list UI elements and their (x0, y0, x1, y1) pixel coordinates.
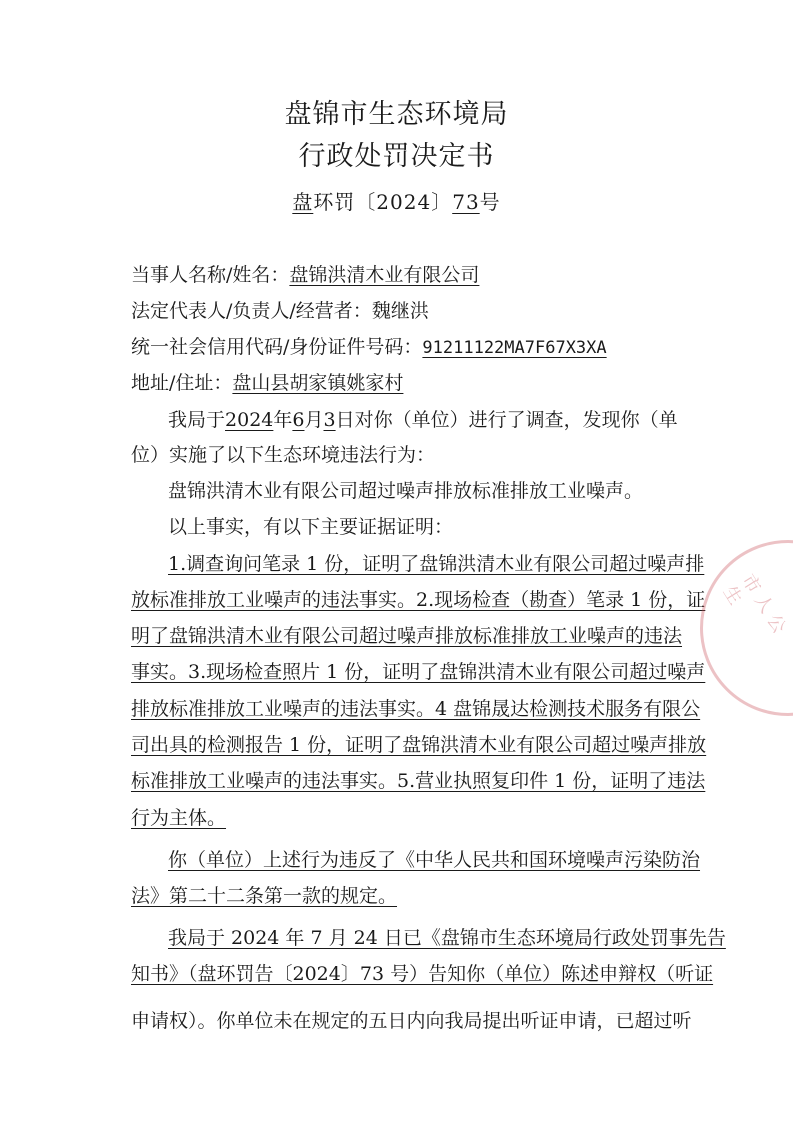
doc-number-prefix: 盘 (292, 190, 314, 214)
p1-text-b: 年 (273, 409, 293, 431)
p1-text-c: 月 (304, 409, 324, 431)
credit-code-label: 统一社会信用代码/身份证件号码： (131, 336, 423, 358)
evidence-line: 标准排放工业噪声的违法事实。5.营业执照复印件 1 份，证明了违法 (131, 770, 706, 792)
evidence-line: 行为主体。 (131, 807, 227, 829)
evidence-line: 排放标准排放工业噪声的违法事实。4 盘锦晟达检测技术服务有限公 (131, 698, 701, 720)
law-violation-line2: 法》第二十二条第一款的规定。 (131, 885, 398, 907)
notice-line1-text: 我局于 2024 年 7 月 24 日已《盘锦市生态环境局行政处罚事先告 (168, 927, 726, 949)
notice-line2-text: 知书》（盘环罚告〔2024〕73 号）告知你（单位）陈述申辩权（听证 (131, 963, 714, 985)
address-line (131, 370, 403, 396)
doc-number-mid: 环罚〔2024〕 (313, 190, 453, 214)
credit-code-value: 91211122MA7F67X3XA (422, 338, 607, 358)
evidence-line: 明了盘锦洪清木业有限公司超过噪声排放标准排放工业噪声的违法 (131, 625, 683, 647)
evidence-line: 事实。3.现场检查照片 1 份，证明了盘锦洪清木业有限公司超过噪声 (131, 661, 706, 683)
investigation-paragraph-line1 (168, 407, 678, 433)
p1-text-a: 我局于 (168, 409, 226, 431)
address-value: 盘山县胡家镇姚家村 (232, 372, 404, 394)
official-seal-text: 市 人 公 生 (718, 570, 790, 638)
document-type-title: 行政处罚决定书 (298, 141, 495, 172)
evidence-line: 1.调查询问笔录 1 份，证明了盘锦洪清木业有限公司超过噪声排 (168, 553, 705, 575)
legal-rep-value: 魏继洪 (371, 300, 429, 322)
evidence-line: 司出具的检测报告 1 份，证明了盘锦洪清木业有限公司超过噪声排放 (131, 734, 707, 756)
legal-rep-line (131, 298, 429, 324)
doc-number-suffix: 号 (479, 190, 501, 214)
legal-rep-label: 法定代表人/负责人/经营者： (131, 300, 372, 322)
document-number (0, 186, 793, 215)
evidence-intro: 以上事实，有以下主要证据证明： (168, 516, 454, 538)
party-name-value: 盘锦洪清木业有限公司 (289, 264, 480, 286)
p1-day: 3 (323, 409, 336, 431)
party-name-line (131, 262, 479, 288)
p1-month: 6 (292, 409, 305, 431)
address-label: 地址/住址： (131, 372, 233, 394)
notice-line3: 申请权）。你单位未在规定的五日内向我局提出听证申请，已超过听 (131, 1010, 692, 1032)
notice-line1 (168, 925, 726, 951)
credit-code-line (131, 334, 607, 361)
p1-text-d: 日对你（单位）进行了调查，发现你（单 (335, 409, 678, 431)
agency-title: 盘锦市生态环境局 (284, 99, 509, 130)
investigation-paragraph-line2: 位）实施了以下生态环境违法行为： (131, 444, 436, 466)
doc-number-value: 73 (452, 190, 480, 214)
law-violation-line1: 你（单位）上述行为违反了《中华人民共和国环境噪声污染防治 (168, 849, 701, 871)
party-name-label: 当事人名称/姓名： (131, 264, 290, 286)
evidence-line: 放标准排放工业噪声的违法事实。2.现场检查（勘查）笔录 1 份，证 (131, 589, 706, 611)
violation-statement: 盘锦洪清木业有限公司超过噪声排放标准排放工业噪声。 (168, 480, 644, 502)
notice-line2 (131, 961, 713, 987)
p1-year: 2024 (225, 409, 274, 431)
